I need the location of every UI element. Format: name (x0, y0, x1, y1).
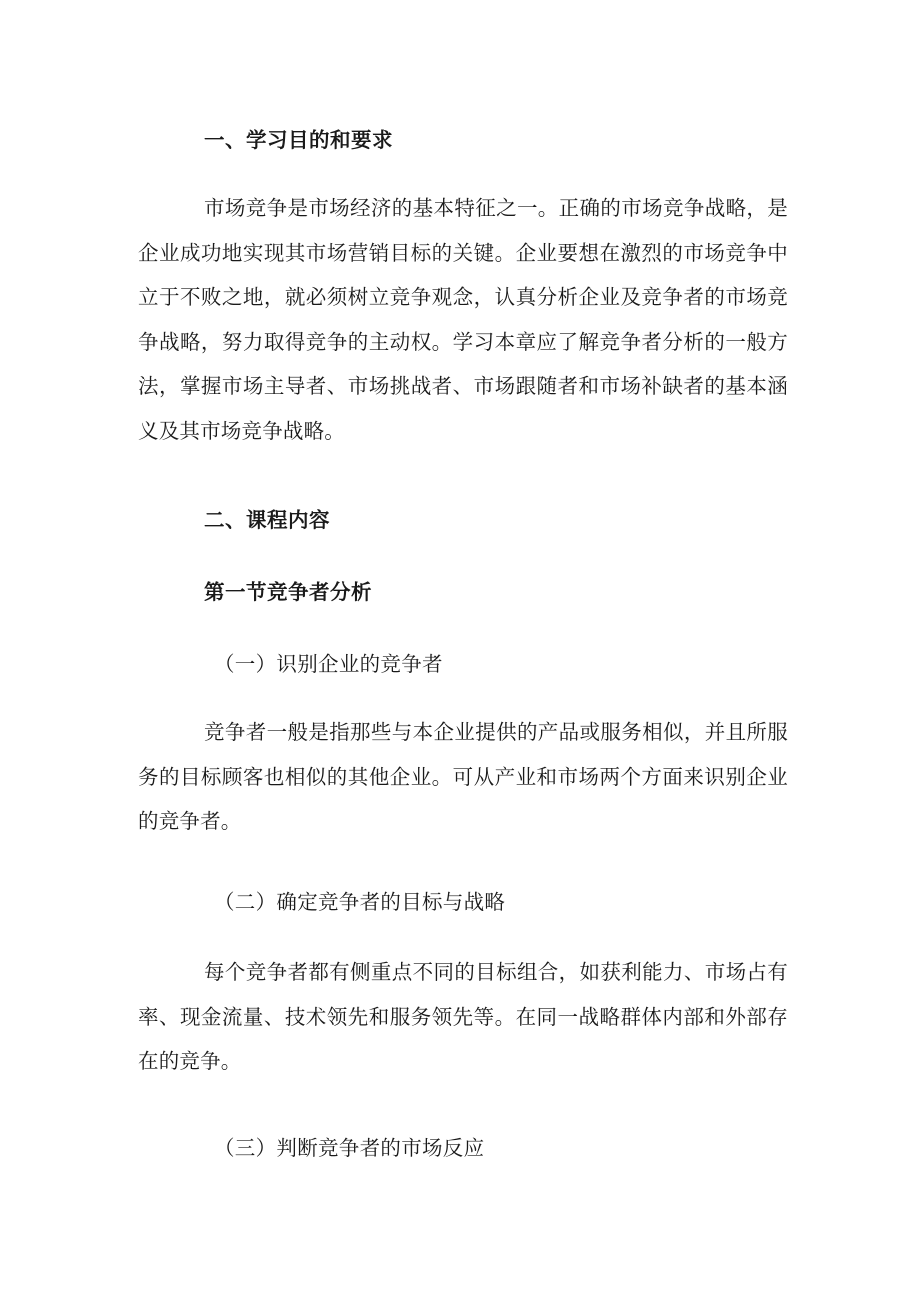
competitor-goals-paragraph: 每个竞争者都有侧重点不同的目标组合，如获利能力、市场占有率、现金流量、技术领先和服务领先等。在同一战略群体内部和外部存在的竞争。 (138, 960, 788, 1073)
objectives-paragraph: 市场竞争是市场经济的基本特征之一。正确的市场竞争战略，是企业成功地实现其市场营销目标的关键。企业要想在激烈的市场竞争中立于不败之地，就必须树立竞争观念，认真分析企业及竞争者的市场竞争战略，努力取得竞争的主动权。学习本章应了解竞争者分析的一般方法，掌握市场主导者、市场挑战者、市场跟随者和市场补缺者的基本涵义及其市场竞争战略。 (138, 196, 788, 443)
identify-competitors-paragraph: 竞争者一般是指那些与本企业提供的产品或服务相似，并且所服务的目标顾客也相似的其他企业。可从产业和市场两个方面来识别企业的竞争者。 (138, 720, 788, 833)
item-title-identify-competitors: （一）识别企业的竞争者 (214, 652, 443, 676)
subsection-heading-competitor-analysis: 第一节竞争者分析 (204, 580, 372, 604)
item-title-competitor-goals: （二）确定竞争者的目标与战略 (214, 890, 506, 914)
item-title-market-reaction: （三）判断竞争者的市场反应 (214, 1136, 485, 1160)
section-heading-content: 二、课程内容 (204, 508, 330, 532)
section-heading-objectives: 一、学习目的和要求 (204, 128, 393, 152)
